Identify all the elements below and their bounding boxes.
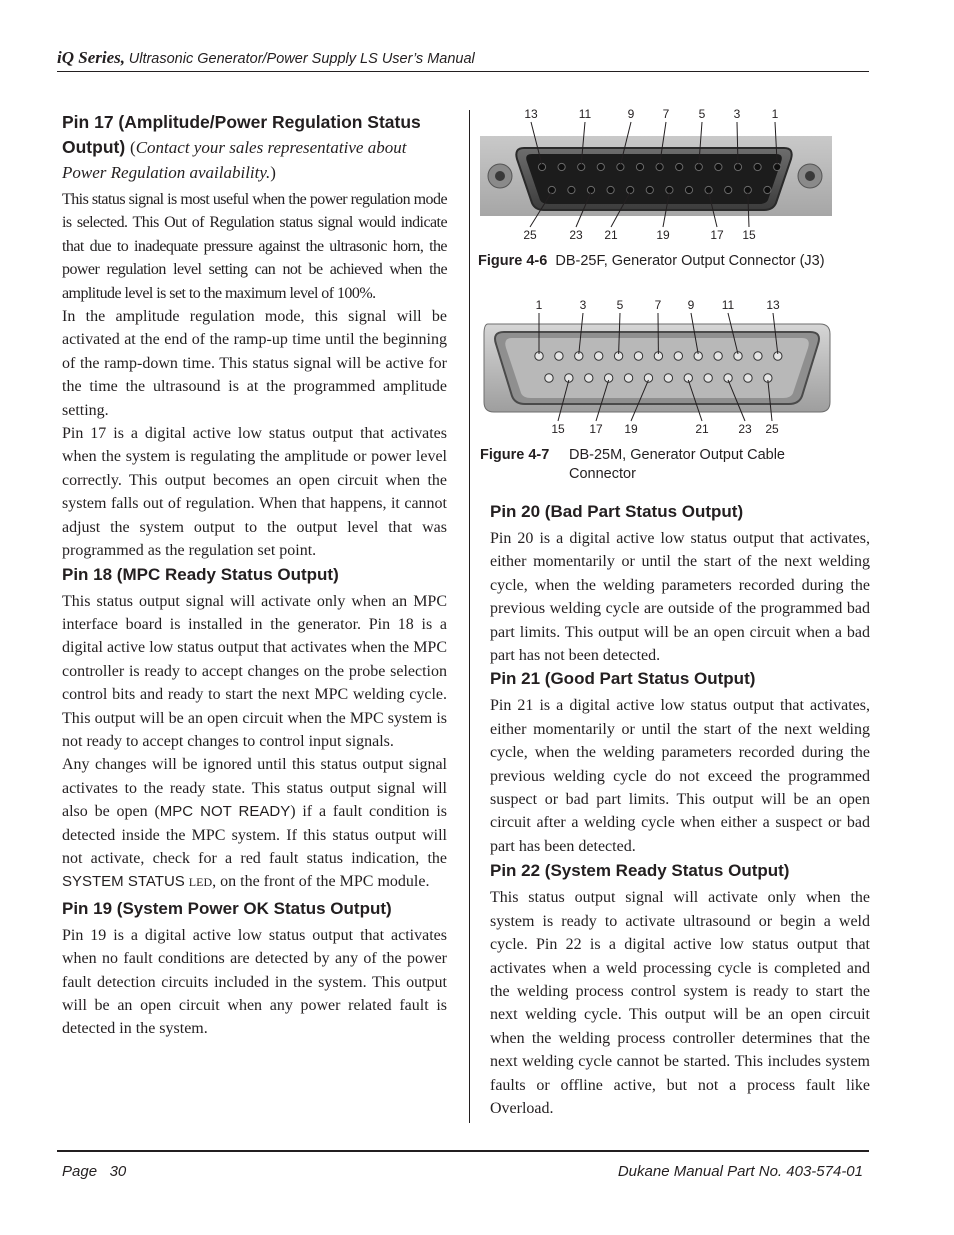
pin18-paragraph-2 — [62, 753, 447, 894]
page-label: Page — [62, 1163, 98, 1180]
connector-pin — [704, 374, 712, 382]
pin-label-3: 3 — [579, 298, 587, 312]
connector-pin — [664, 374, 672, 382]
pin-label-15: 15 — [742, 228, 756, 242]
manual-part-number: Dukane Manual Part No. 403-574-01 — [617, 1163, 863, 1180]
header-separator: , — [120, 48, 125, 67]
pin-label-13: 13 — [524, 107, 538, 121]
series-name: iQ Series — [57, 48, 121, 67]
connector-pin — [545, 374, 553, 382]
connector-pin — [754, 163, 761, 170]
pin-label-17: 17 — [589, 422, 603, 436]
page-number-value: 30 — [109, 1163, 127, 1180]
pin17-paragraph-2: In the amplitude regulation mode, this signal will be activated at the end of the ramp-up time until the beginning of the ramp-down time. This status signal will be active for the time the ultrasound is at the programmed amplitude setting. — [62, 308, 447, 419]
connector-pin — [634, 352, 642, 360]
connector-pin — [607, 186, 614, 193]
header-rule — [57, 71, 869, 72]
pin-label-25: 25 — [523, 228, 537, 242]
pin-label-19: 19 — [656, 228, 670, 242]
pin17-note-open: ( — [130, 138, 136, 157]
pin17-heading — [62, 110, 447, 185]
pin-label-9: 9 — [687, 298, 695, 312]
pin17-note: Contact your sales representative about Power Regulation availability. — [62, 138, 407, 182]
pin-label-25: 25 — [765, 422, 779, 436]
pin18-p2-part-c: , on the front of the MPC module. — [212, 873, 430, 891]
pin17-note-close: ) — [270, 163, 276, 182]
connector-pin — [624, 374, 632, 382]
pin19-paragraph-1: Pin 19 is a digital active low status output that activates when no fault conditions are detected by any of the power fault detection circuits included in the system. This output will be an open circuit when any power related fault is detected in the system. — [62, 926, 447, 1038]
pin20-paragraph-1: Pin 20 is a digital active low status output that activates, either momentarily or until the start of the next welding cycle, when the welding parameters recorded during the previous welding cycle are outside of the programmed bad part limits. This output will be an open circuit when a bad part has not been detected. — [490, 530, 870, 665]
connector-pin — [568, 186, 575, 193]
pin-label-5: 5 — [616, 298, 624, 312]
pin19-heading: Pin 19 (System Power OK Status Output) — [62, 898, 392, 918]
connector-pin — [558, 163, 565, 170]
connector-pin — [585, 374, 593, 382]
footer-rule — [57, 1150, 869, 1152]
connector-pin — [676, 163, 683, 170]
connector-pin — [754, 352, 762, 360]
pin18-p2-part-a: Any changes will be ignored until this status output signal activates to the ready state. This status output signal will also be open ( — [62, 756, 447, 821]
figure-4-7-text: DB-25M, Generator Output Cable Connector — [569, 447, 785, 482]
running-header — [57, 48, 475, 68]
pin21-heading: Pin 21 (Good Part Status Output) — [490, 669, 756, 689]
pin18-p2-part-b: ) if a fault condition is detected inside the MPC system. If this status output will not activate, check for a red fault status indication, the — [62, 803, 447, 867]
figure-4-7-caption — [480, 446, 850, 484]
figure-db25m — [480, 294, 840, 440]
pin-label-7: 7 — [654, 298, 662, 312]
pin17-paragraph-3: Pin 17 is a digital active low status output that activates when the system is regulating the amplitude or power level correctly. This output becomes an open circuit when the system falls out of regulation. When that happens, it cannot adjust the system output to the output level that was programmed as the regulation set point. — [62, 425, 447, 560]
connector-pin — [555, 352, 563, 360]
connector-pin — [646, 186, 653, 193]
pin-label-9: 9 — [627, 107, 635, 121]
pin18-paragraph-1: This status output signal will activate only when an MPC interface board is installed in the generator. Pin 18 is a digital active low status output that activates when the MPC controller is ready to accept changes on the probe selection control bits and ready to start the next MPC welding cycle. This output will be an open circuit when the MPC system is not ready to accept changes to control input signals. — [62, 592, 447, 750]
pin17-paragraph-1: This status signal is most useful when the power regulation mode is selected. This Out of Regulation status signal would indicate that due to inadequate pressure against the ultrasonic horn, the power regulation level setting can not be achieved when the amplitude level is set to the maximum level of 100%. — [62, 191, 447, 302]
pin17-heading-text: Pin 17 (Amplitude/Power Regulation Status Output) — [62, 112, 421, 157]
pin-label-23: 23 — [569, 228, 583, 242]
pin22-heading: Pin 22 (System Ready Status Output) — [490, 861, 790, 881]
pin-label-17: 17 — [710, 228, 724, 242]
pin-label-11: 11 — [578, 107, 592, 121]
figure-db25f — [480, 104, 840, 244]
right-column — [490, 500, 870, 1120]
column-divider — [469, 110, 470, 1123]
pin-label-5: 5 — [698, 107, 706, 121]
led-label: LED — [188, 875, 213, 890]
pin20-heading: Pin 20 (Bad Part Status Output) — [490, 502, 744, 521]
pin-label-11: 11 — [721, 298, 735, 312]
pin-label-3: 3 — [733, 107, 741, 121]
db25f-connector-image — [480, 104, 840, 244]
pin-label-1: 1 — [535, 298, 543, 312]
pin-label-23: 23 — [738, 422, 752, 436]
page-number — [62, 1163, 126, 1180]
pin22-paragraph-1: This status output signal will activate only when the system is ready to activate ultrasound or begin a weld cycle. Pin 22 is a digital active low status output that activates when a weld processing cycle is completed and the welding process control system is ready to start the next welding cycle. This output will be an open circuit when the welding process controller determines that the next welding cycle cannot be started. This includes system faults or offline active, but not a process fault like Overload. — [490, 889, 870, 1117]
pin-label-21: 21 — [604, 228, 618, 242]
pin-label-21: 21 — [695, 422, 709, 436]
connector-pin — [714, 352, 722, 360]
figure-4-6-caption — [478, 252, 825, 271]
manual-title: Ultrasonic Generator/Power Supply LS User’s Manual — [128, 51, 475, 67]
figure-4-6-label: Figure 4-6 — [478, 253, 548, 269]
pin-label-15: 15 — [551, 422, 565, 436]
system-status-label: SYSTEM STATUS — [62, 873, 185, 891]
connector-pin — [636, 163, 643, 170]
connector-pin — [744, 374, 752, 382]
pin-label-1: 1 — [771, 107, 779, 121]
connector-pin — [725, 186, 732, 193]
pin-label-13: 13 — [766, 298, 780, 312]
pin18-heading: Pin 18 (MPC Ready Status Output) — [62, 564, 339, 584]
connector-pin — [674, 352, 682, 360]
connector-pin — [595, 352, 603, 360]
connector-pin — [715, 163, 722, 170]
left-column — [62, 110, 447, 1041]
figure-4-7-label: Figure 4-7 — [480, 447, 550, 463]
mpc-not-ready-label: MPC NOT READY — [159, 803, 291, 821]
connector-pin — [597, 163, 604, 170]
connector-pin — [685, 186, 692, 193]
db25m-connector-image — [480, 294, 840, 440]
pin21-paragraph-1: Pin 21 is a digital active low status output that activates, either momentarily or until the start of the next welding cycle, when the welding parameters recorded during the previous welding cycle do not exceed the programmed suspect or bad part limits. This output will be an open circuit after a welding cycle when either a suspect or bad part has been detected. — [490, 697, 870, 855]
pin-label-7: 7 — [662, 107, 670, 121]
figure-4-6-text: DB-25F, Generator Output Connector (J3) — [555, 253, 825, 269]
connector-pin — [764, 186, 771, 193]
pin-label-19: 19 — [624, 422, 638, 436]
